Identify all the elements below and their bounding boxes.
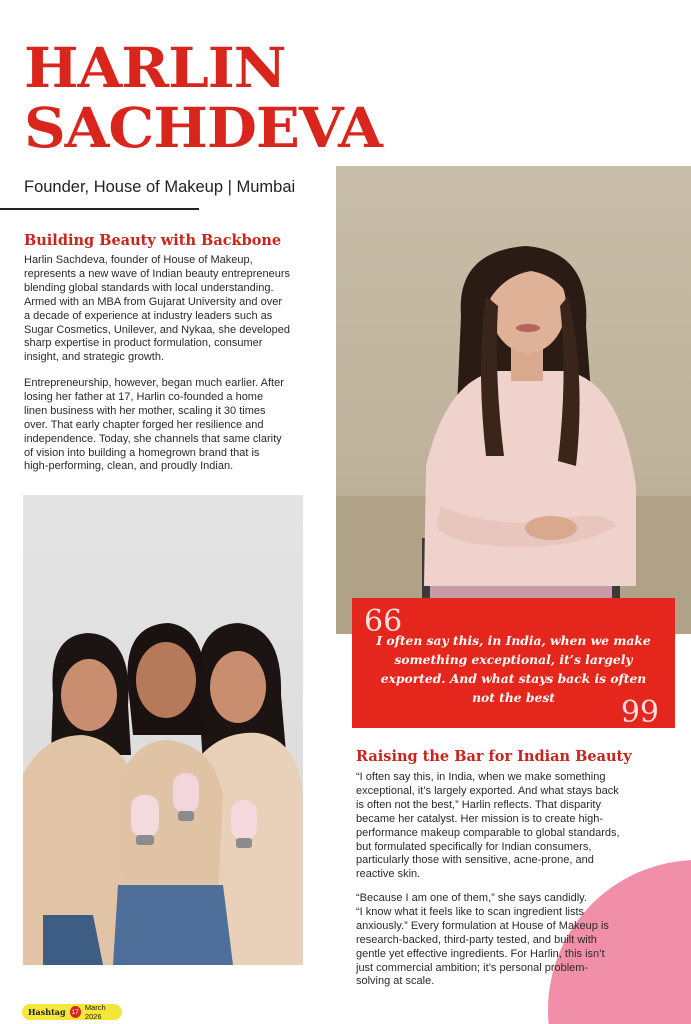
section1-paragraph-1 — [24, 254, 329, 365]
portrait-photo — [336, 166, 691, 634]
portrait-illustration — [336, 166, 691, 634]
text-line: sharp expertise in product formulation, consumer — [24, 337, 263, 350]
text-line: became her catalyst. Her mission is to create high- — [356, 812, 603, 825]
text-line: is often not the best,” Harlin reflects. That disparity — [356, 798, 601, 811]
section1-paragraph-2 — [24, 377, 329, 474]
quote-line: exported. And what stays back is often — [380, 671, 647, 686]
text-line: Entrepreneurship, however, began much earlier. After — [24, 377, 284, 389]
quote-text — [374, 631, 653, 707]
text-line: particularly those with sensitive, acne-prone, and — [356, 854, 594, 867]
quote-line: something exceptional, it’s largely — [394, 652, 633, 667]
issue-date: March 2026 — [84, 1003, 106, 1021]
quote-line: not the best — [472, 690, 555, 705]
text-line: a decade of experience at industry leaders such as — [24, 309, 273, 322]
quote-close-icon: 99 — [620, 695, 659, 730]
text-line: blending global standards with local understanding. — [24, 281, 274, 294]
text-line: research-backed, third-party tested, and built with — [356, 933, 597, 946]
text-line: high-performing, clean, and proudly Indian. — [24, 460, 234, 473]
text-line: anxiously.” Every formulation at House of Makeup is — [356, 919, 609, 932]
quote-open-icon: 66 — [364, 604, 403, 639]
text-line: of vision into building a homegrown brand that is — [24, 446, 260, 459]
text-line: reactive skin. — [356, 868, 421, 881]
section2-paragraph-1 — [356, 771, 656, 882]
text-line: “Because I am one of them,” she says candidly. — [356, 892, 587, 904]
text-line: performance makeup comparable to global standards, — [356, 826, 620, 839]
divider — [0, 208, 199, 210]
title-first-name: HARLIN — [24, 35, 286, 100]
text-line: exceptional, it’s largely exported. And what stays back — [356, 784, 619, 797]
magazine-logo: Hashtag — [28, 1007, 66, 1017]
text-line: just commercial ambition; it’s personal problem- — [356, 961, 589, 974]
text-line: “I know what it feels like to scan ingredient lists — [356, 905, 585, 918]
text-line: Sugar Cosmetics, Unilever, and Nykaa, she developed — [24, 323, 290, 336]
text-line: insight, and strategic growth. — [24, 351, 165, 364]
text-line: “I often say this, in India, when we make something — [356, 771, 606, 783]
subtitle: Founder, House of Makeup | Mumbai — [24, 178, 296, 196]
title-last-name: SACHDEVA — [24, 95, 382, 160]
section-heading-building-beauty: Building Beauty with Backbone — [24, 232, 282, 249]
group-illustration — [23, 495, 303, 965]
group-photo — [23, 495, 303, 965]
text-line: solving at scale. — [356, 975, 435, 988]
text-line: linen business with her mother, scaling it 30 times — [24, 404, 266, 417]
page-title — [24, 35, 382, 160]
text-line: gentle yet effective ingredients. For Harlin, this isn’t — [356, 947, 605, 960]
text-line: but formulated specifically for Indian consumers, — [356, 840, 592, 853]
text-line: over. That early chapter forged her resilience and — [24, 418, 264, 431]
footer-badge — [22, 1004, 122, 1020]
quote-line: I often say this, in India, when we make — [376, 633, 651, 648]
text-line: Armed with an MBA from Gujarat University and over — [24, 295, 282, 308]
page-number: 17 — [70, 1006, 81, 1018]
section2-paragraph-2 — [356, 892, 656, 989]
section-heading-raising-the-bar: Raising the Bar for Indian Beauty — [356, 748, 632, 765]
text-line: losing her father at 17, Harlin co-founded a home — [24, 390, 264, 403]
text-line: represents a new wave of Indian beauty entrepreneurs — [24, 267, 290, 280]
pull-quote — [352, 598, 675, 728]
text-line: independence. Today, she channels that same clarity — [24, 432, 282, 445]
text-line: Harlin Sachdeva, founder of House of Makeup, — [24, 254, 253, 266]
